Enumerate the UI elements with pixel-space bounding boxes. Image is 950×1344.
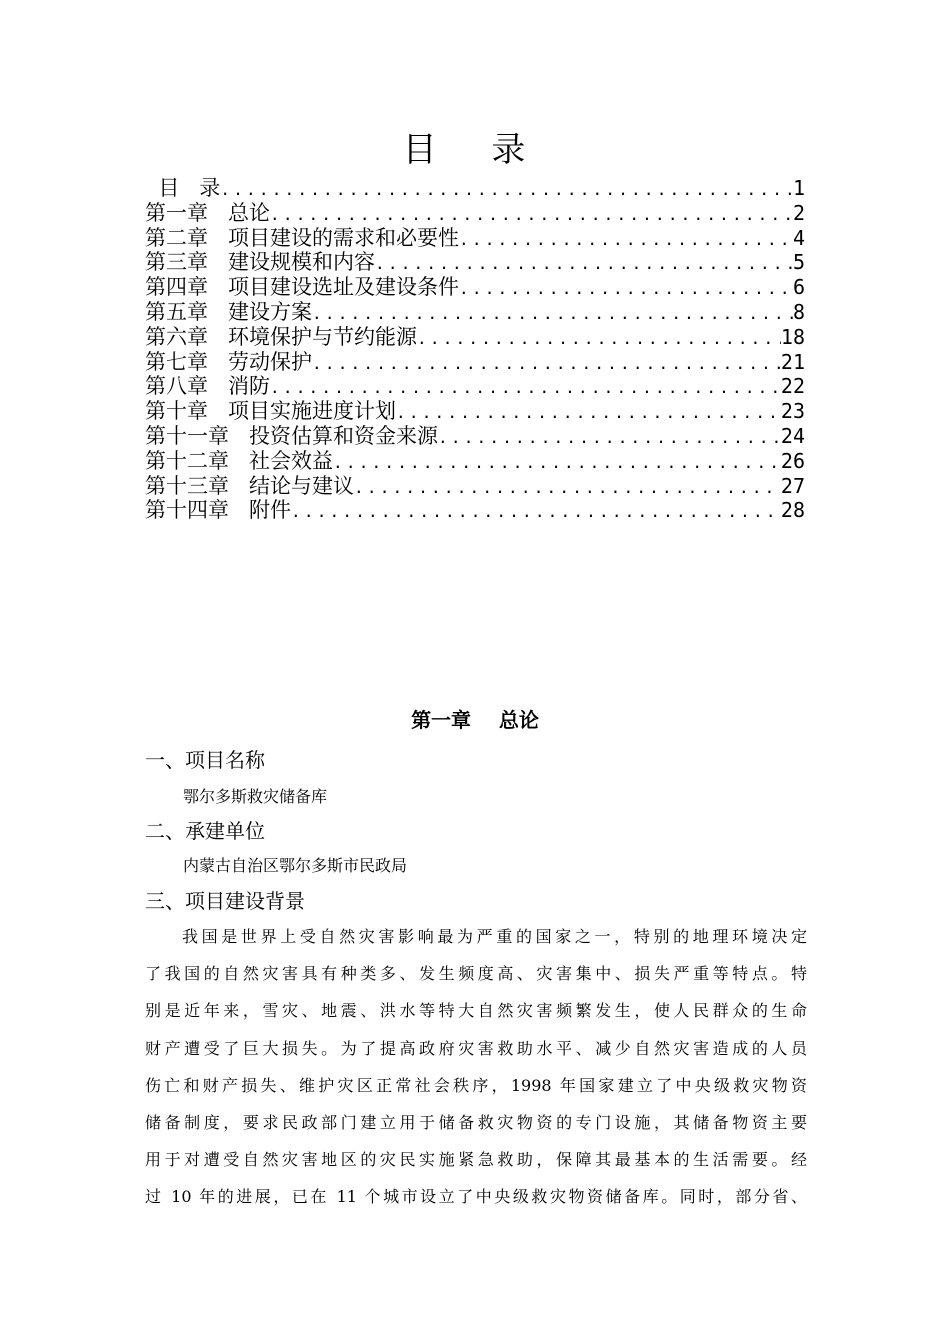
toc-entry-number: 目 录 xyxy=(145,176,221,200)
table-of-contents xyxy=(145,176,805,523)
toc-entry-page: 27 xyxy=(780,473,805,498)
toc-entry-number: 第十章 xyxy=(145,399,208,424)
toc-entry-title: 投资估算和资金来源 xyxy=(229,423,439,448)
toc-entry-title: 项目实施进度计划 xyxy=(208,399,397,424)
paragraph-line: 财产遭受了巨大损失。为了提高政府灾害救助水平、减少自然灾害造成的人员 xyxy=(145,1038,807,1058)
chapter-heading xyxy=(0,704,950,733)
toc-entry-page: 6 xyxy=(792,275,805,300)
toc-leader-dots xyxy=(375,252,793,277)
toc-leader-dots xyxy=(220,178,793,203)
toc-entry[interactable] xyxy=(145,399,805,424)
toc-entry-page: 22 xyxy=(780,374,805,399)
paragraph-line: 别是近年来，雪灾、地震、洪水等特大自然灾害频繁发生，使人民群众的生命 xyxy=(145,1001,807,1021)
section-body-project-name: 鄂尔多斯救灾储备库 xyxy=(183,787,328,806)
paragraph-line: 过 10 年的进展，已在 11 个城市设立了中央级救灾物资储备库。同时，部分省、 xyxy=(145,1187,807,1207)
toc-entry[interactable] xyxy=(145,424,805,449)
toc-leader-dots xyxy=(291,500,781,525)
toc-entry[interactable] xyxy=(145,201,805,226)
toc-entry-number: 第七章 xyxy=(145,349,208,374)
toc-entry-number: 第二章 xyxy=(145,225,208,250)
toc-entry-page: 21 xyxy=(780,349,805,374)
paragraph-line: 伤亡和财产损失、维护灾区正常社会秩序，1998 年国家建立了中央级救灾物资 xyxy=(145,1075,807,1095)
toc-entry[interactable] xyxy=(145,250,805,275)
toc-entry[interactable] xyxy=(145,474,805,499)
toc-entry-title: 附件 xyxy=(229,498,292,523)
toc-entry-title: 项目建设的需求和必要性 xyxy=(208,225,460,250)
toc-entry-page: 26 xyxy=(780,448,805,473)
toc-leader-dots xyxy=(312,352,781,377)
toc-leader-dots xyxy=(396,401,781,426)
toc-leader-dots xyxy=(417,327,781,352)
toc-entry-number: 第八章 xyxy=(145,374,208,399)
toc-leader-dots xyxy=(459,228,793,253)
toc-entry-number: 第十四章 xyxy=(145,498,229,523)
toc-entry[interactable] xyxy=(145,498,805,523)
toc-entry-title: 建设规模和内容 xyxy=(208,250,376,275)
toc-entry-page: 23 xyxy=(780,399,805,424)
toc-entry-number: 第四章 xyxy=(145,275,208,300)
toc-entry-number: 第五章 xyxy=(145,299,208,324)
toc-entry-page: 5 xyxy=(792,250,805,275)
toc-leader-dots xyxy=(459,277,793,302)
toc-entry-page: 28 xyxy=(780,498,805,523)
paragraph-line: 我国是世界上受自然灾害影响最为严重的国家之一，特别的地理环境决定 xyxy=(182,927,807,946)
section-title-project-name: 一、项目名称 xyxy=(145,748,265,772)
toc-entry-number: 第十二章 xyxy=(145,448,229,473)
toc-entry[interactable] xyxy=(145,350,805,375)
toc-entry-page: 1 xyxy=(792,176,805,200)
toc-leader-dots xyxy=(354,476,781,501)
section-title-background: 三、项目建设背景 xyxy=(145,889,305,913)
toc-entry[interactable] xyxy=(145,449,805,474)
toc-entry-number: 第三章 xyxy=(145,250,208,275)
toc-entry-page: 24 xyxy=(780,423,805,448)
toc-entry-page: 2 xyxy=(792,200,805,225)
toc-entry-title: 环境保护与节约能源 xyxy=(208,324,418,349)
toc-entry[interactable] xyxy=(145,325,805,350)
toc-entry-title: 总论 xyxy=(208,200,271,225)
toc-entry-page: 18 xyxy=(780,324,805,349)
toc-entry-number: 第十三章 xyxy=(145,473,229,498)
chapter-heading-text: 第一章 总论 xyxy=(411,708,539,732)
paragraph-line: 储备制度，要求民政部门建立用于储备救灾物资的专门设施，其储备物资主要 xyxy=(145,1112,807,1132)
toc-leader-dots xyxy=(333,451,781,476)
toc-entry[interactable] xyxy=(145,275,805,300)
toc-title: 目 录 xyxy=(402,130,548,170)
toc-entry[interactable] xyxy=(145,226,805,251)
toc-leader-dots xyxy=(270,376,781,401)
toc-entry[interactable] xyxy=(145,300,805,325)
toc-entry-title: 社会效益 xyxy=(229,448,334,473)
toc-entry-number: 第十一章 xyxy=(145,423,229,448)
toc-entry-number: 第六章 xyxy=(145,324,208,349)
toc-entry-title: 结论与建议 xyxy=(229,473,355,498)
toc-entry-number: 第一章 xyxy=(145,200,208,225)
paragraph-line: 了我国的自然灾害具有种类多、发生频度高、灾害集中、损失严重等特点。特 xyxy=(145,964,807,984)
toc-entry[interactable] xyxy=(145,374,805,399)
background-paragraph xyxy=(145,925,807,1223)
toc-leader-dots xyxy=(270,203,793,228)
toc-leader-dots xyxy=(312,302,793,327)
toc-entry-title: 劳动保护 xyxy=(208,349,313,374)
toc-entry-page: 4 xyxy=(792,225,805,250)
toc-leader-dots xyxy=(438,426,781,451)
toc-entry-title: 项目建设选址及建设条件 xyxy=(208,275,460,300)
toc-entry-page: 8 xyxy=(792,299,805,324)
paragraph-line: 用于对遭受自然灾害地区的灾民实施紧急救助，保障其最基本的生活需要。经 xyxy=(145,1150,807,1170)
toc-entry-title: 消防 xyxy=(208,374,271,399)
section-title-contractor: 二、承建单位 xyxy=(145,819,265,843)
toc-entry[interactable] xyxy=(145,176,805,201)
toc-entry-title: 建设方案 xyxy=(208,299,313,324)
section-body-contractor: 内蒙古自治区鄂尔多斯市民政局 xyxy=(183,856,408,875)
